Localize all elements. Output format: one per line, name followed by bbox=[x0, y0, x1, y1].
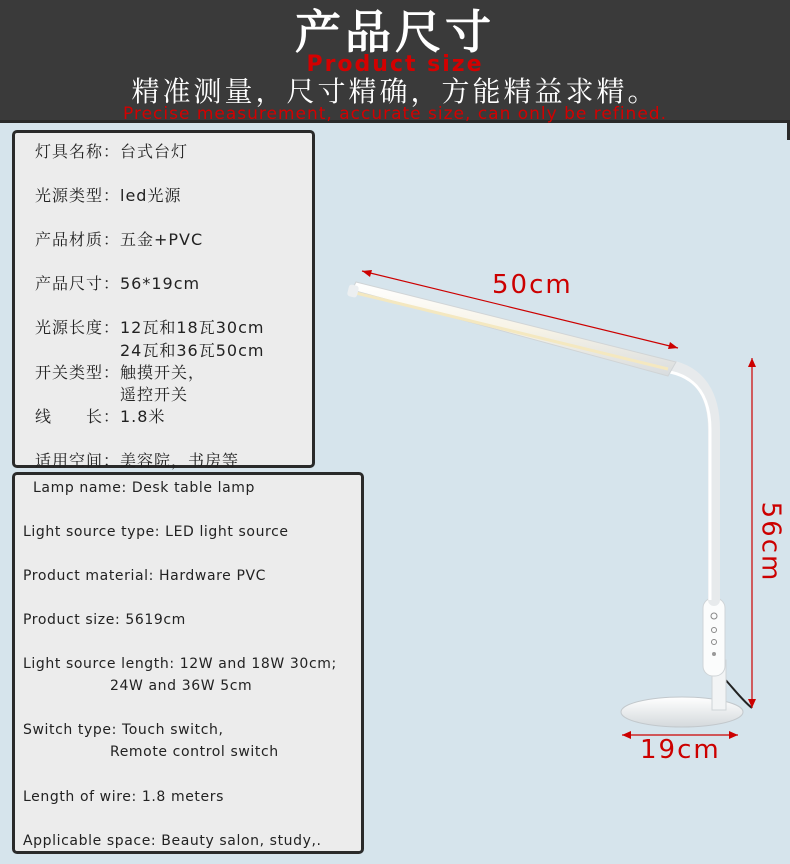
spec-line-size-en: Product size: 5619cm bbox=[23, 612, 186, 628]
spec-line-switch-2: 遥控开关 bbox=[35, 385, 189, 404]
base-width-label: 19cm bbox=[640, 735, 721, 765]
timer-button-icon bbox=[712, 652, 716, 656]
spec-line-space-en: Applicable space: Beauty salon, study,. bbox=[23, 833, 322, 849]
spec-line-source-length-en: Light source length: 12W and 18W 30cm; bbox=[23, 656, 337, 672]
spec-line-source-length: 光源长度：12瓦和18瓦30cm bbox=[35, 318, 265, 337]
spec-line-switch-en-2: Remote control switch bbox=[110, 744, 279, 760]
page-subtitle: 精准测量，尺寸精确，方能精益求精。 bbox=[131, 75, 659, 108]
page-title: 产品尺寸 bbox=[295, 5, 495, 59]
spec-line-space: 适用空间：美容院，书房等 bbox=[35, 451, 240, 470]
page-title-en: Product size bbox=[306, 52, 484, 77]
spec-line-source-length-en-2: 24W and 36W 5cm bbox=[110, 678, 253, 694]
control-panel bbox=[703, 598, 725, 676]
spec-line-material: 产品材质：五金+PVC bbox=[35, 230, 204, 249]
spec-line-source-type-en: Light source type: LED light source bbox=[23, 524, 289, 540]
spec-line-name-en: Lamp name: Desk table lamp bbox=[33, 480, 255, 496]
spec-line-source-type: 光源类型：led光源 bbox=[35, 186, 182, 205]
height-label: 56cm bbox=[755, 501, 786, 583]
spec-line-wire-en: Length of wire: 1.8 meters bbox=[23, 789, 224, 805]
spec-line-switch-en: Switch type: Touch switch, bbox=[23, 722, 224, 738]
spec-line-name: 灯具名称：台式台灯 bbox=[35, 142, 189, 161]
spec-line-switch: 开关类型：触摸开关， bbox=[35, 363, 206, 382]
spec-line-size: 产品尺寸：56*19cm bbox=[35, 274, 201, 293]
page-subtitle-en: Precise measurement, accurate size, can only be refined. bbox=[123, 104, 667, 124]
gooseneck bbox=[670, 366, 714, 600]
spec-line-material-en: Product material: Hardware PVC bbox=[23, 568, 267, 584]
arm-length-label: 50cm bbox=[492, 270, 573, 300]
spec-line-wire: 线 长：1.8米 bbox=[35, 407, 166, 426]
spec-line-source-length-2: 24瓦和36瓦50cm bbox=[35, 341, 265, 360]
